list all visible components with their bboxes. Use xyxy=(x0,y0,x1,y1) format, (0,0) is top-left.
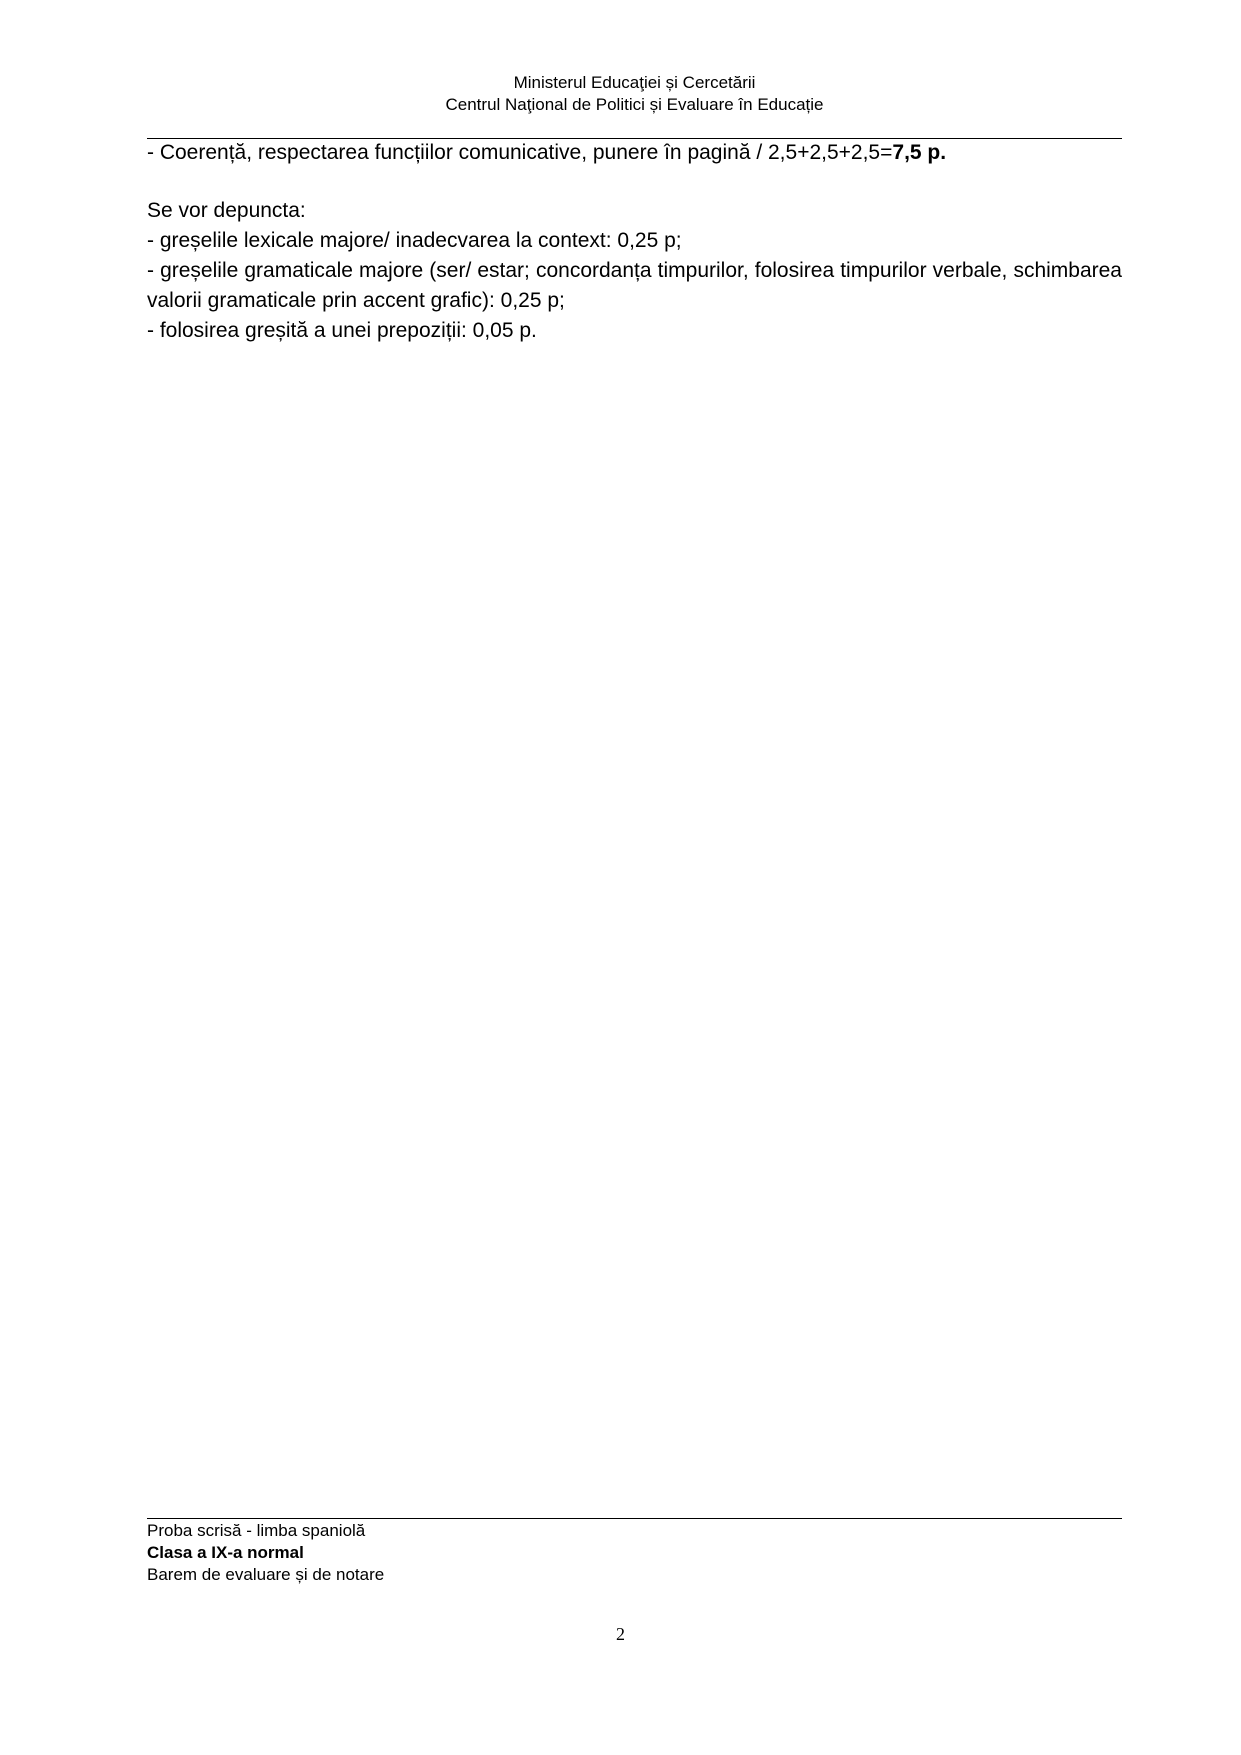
deduction-lexical: - greșelile lexicale majore/ inadecvarea la context: 0,25 p; xyxy=(147,229,682,252)
footer-barem: Barem de evaluare și de notare xyxy=(147,1565,385,1584)
document-footer xyxy=(147,1520,1122,1586)
deduction-grammatical: - greșelile gramaticale majore (ser/ estar; concordanța timpurilor, folosirea timpurilor verbale, schimbarea valorii gramaticale prin accent grafic): 0,25 p; xyxy=(147,259,1122,312)
header-ministry: Ministerul Educaţiei și Cercetării xyxy=(513,73,756,92)
deductions-title: Se vor depuncta: xyxy=(147,199,306,222)
document-header xyxy=(147,72,1122,116)
page-number: 2 xyxy=(616,1624,625,1644)
deduction-preposition: - folosirea greșită a unei prepoziții: 0,05 p. xyxy=(147,319,537,342)
deductions-section xyxy=(147,196,1122,346)
footer-exam: Proba scrisă - limba spaniolă xyxy=(147,1521,366,1540)
footer-divider xyxy=(147,1518,1122,1519)
criterion-score: 7,5 p. xyxy=(892,141,947,164)
header-center: Centrul Naţional de Politici și Evaluare în Educație xyxy=(445,95,824,114)
footer-class: Clasa a IX-a normal xyxy=(147,1543,304,1562)
criterion-text: - Coerență, respectarea funcțiilor comunicative, punere în pagină / 2,5+2,5+2,5= xyxy=(147,141,893,164)
criterion-line xyxy=(147,138,1122,168)
